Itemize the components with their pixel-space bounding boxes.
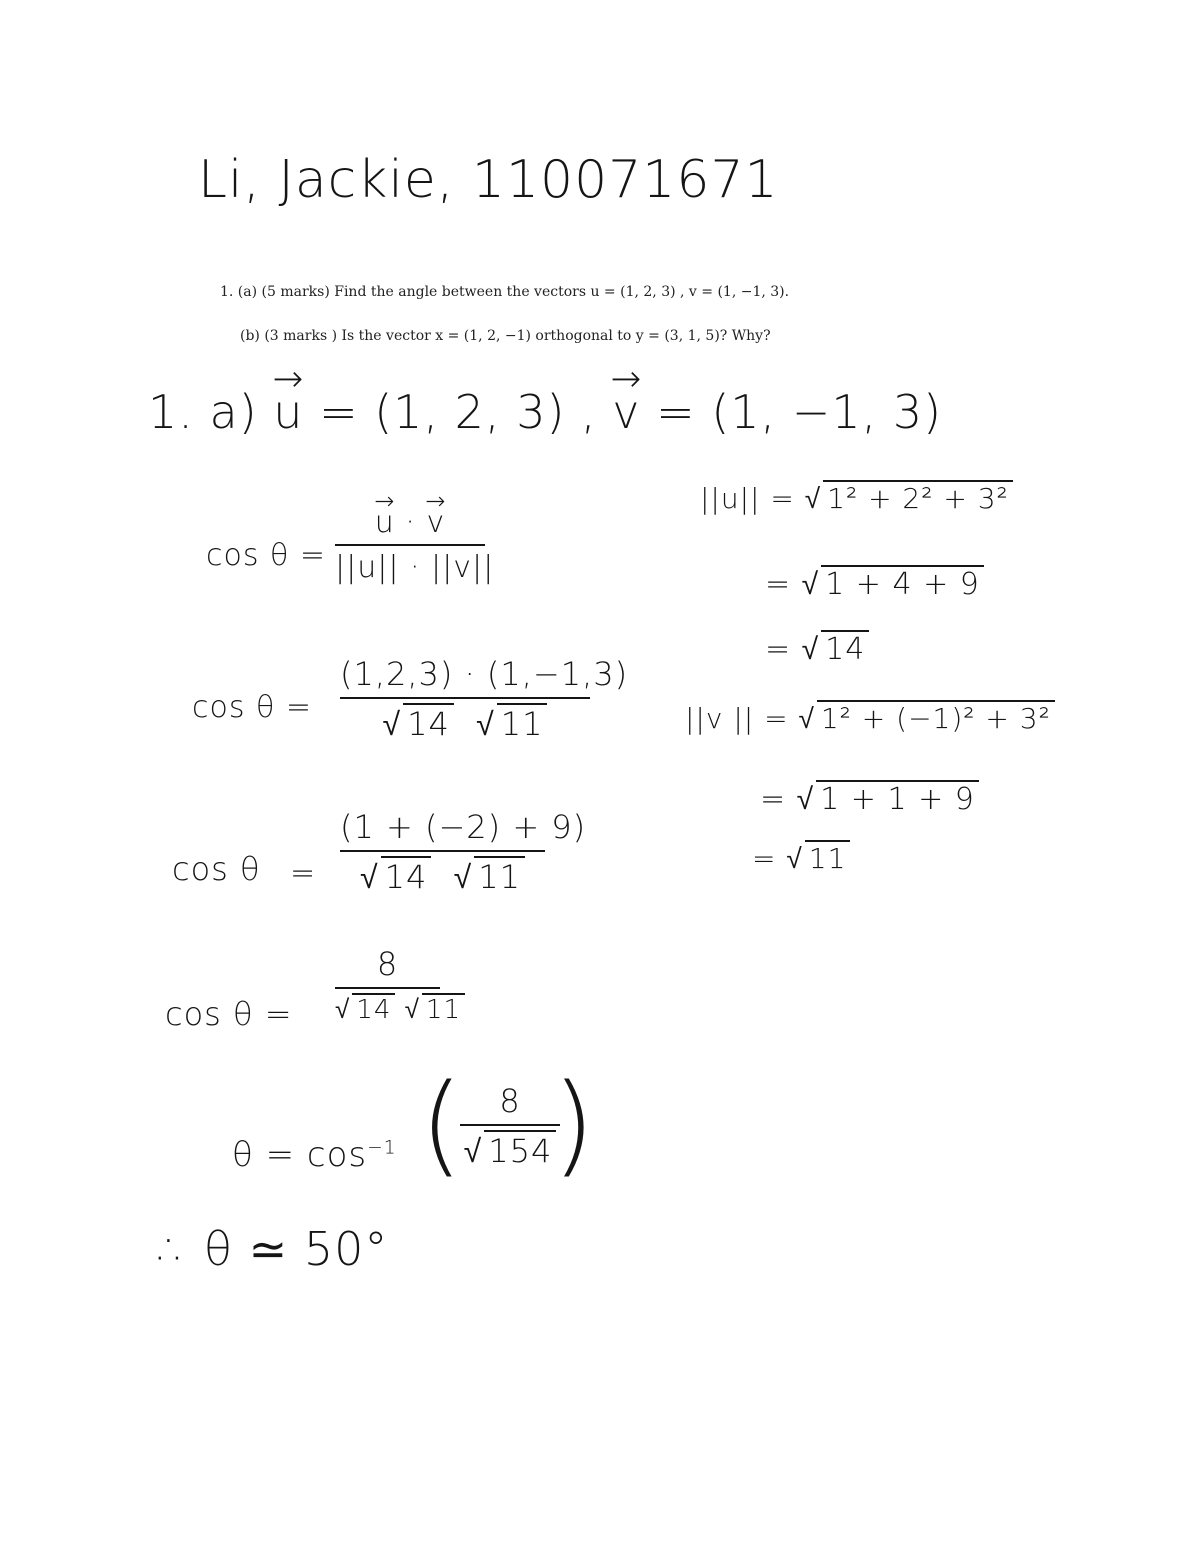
- step2-fraction-bar: [340, 697, 590, 699]
- norm-v-eq3: =: [752, 842, 777, 875]
- student-name-line: Li, Jackie, 110071671: [198, 150, 779, 210]
- step3-lhs: cos θ: [172, 850, 261, 888]
- step1-lhs: cos θ =: [206, 538, 327, 573]
- step1-u-symbol: → u: [375, 505, 395, 540]
- step5-fraction: [460, 1082, 560, 1170]
- step4-den-root-b: 11: [422, 993, 465, 1025]
- step3-numerator: (1 + (−2) + 9): [340, 808, 587, 846]
- norm-v-line3: = √ 11: [752, 840, 850, 875]
- norm-v-expr3: 11: [805, 840, 851, 875]
- step2-lhs: cos θ =: [192, 690, 313, 725]
- question-part-b: (b) (3 marks ) Is the vector x = (1, 2, −1) orthogonal to y = (3, 1, 5)? Why?: [240, 328, 771, 344]
- step3-fraction: [340, 808, 587, 896]
- norm-u-line1: ||u|| = √ 1² + 2² + 3²: [700, 480, 1013, 515]
- vector-v-value: = (1, −1, 3): [656, 385, 943, 439]
- answer-part-label: 1. a): [148, 385, 258, 439]
- norm-v-expr1: 1² + (−1)² + 3²: [817, 700, 1055, 735]
- norm-v-line1: ||v || = √ 1² + (−1)² + 3²: [685, 700, 1055, 735]
- step2-den-root-a: 14: [403, 703, 454, 743]
- norm-u-expr1: 1² + 2² + 3²: [823, 480, 1013, 515]
- step2-denominator: √ 14 √ 11: [340, 703, 590, 743]
- step2-den-root-b: 11: [497, 703, 548, 743]
- step3-equals: =: [290, 856, 317, 891]
- step4-fraction: [335, 945, 462, 1025]
- vector-u-value: = (1, 2, 3): [319, 385, 566, 439]
- step3-den-root-a: 14: [381, 856, 432, 896]
- step5-inverse-exponent: −1: [367, 1137, 397, 1159]
- step5-open-paren: (: [420, 1060, 464, 1188]
- step1-dot: ·: [405, 505, 416, 540]
- norm-u-eq2: =: [765, 567, 792, 602]
- step1-v-symbol: → v: [426, 505, 445, 540]
- norm-u-lhs: ||u|| =: [700, 482, 795, 515]
- step4-den-root-a: 14: [352, 993, 395, 1025]
- step2-fraction: [340, 655, 629, 743]
- step4-lhs: cos θ =: [165, 995, 293, 1033]
- norm-u-expr2: 1 + 4 + 9: [821, 565, 984, 602]
- norm-v-line2: = √ 1 + 1 + 9: [760, 780, 979, 817]
- norm-v-lhs: ||v || =: [685, 702, 789, 735]
- step5-close-paren: ): [552, 1060, 596, 1188]
- step4-denominator: √ 14 √ 11: [335, 993, 440, 1025]
- step2-numerator: (1,2,3) · (1,−1,3): [340, 655, 629, 693]
- step5-denominator: √ 154: [460, 1130, 560, 1170]
- step5-fraction-bar: [460, 1124, 560, 1126]
- step5-numerator: 8: [499, 1082, 521, 1120]
- vector-separator: ,: [581, 385, 597, 439]
- step3-fraction-bar: [340, 850, 545, 852]
- step3-den-root-b: 11: [474, 856, 525, 896]
- norm-u-line2: = √ 1 + 4 + 9: [765, 565, 984, 602]
- vector-u-symbol: → u: [273, 385, 303, 439]
- norm-u-line3: = √ 14: [765, 630, 869, 667]
- norm-u-expr3: 14: [821, 630, 869, 667]
- step3-denominator: √ 14 √ 11: [340, 856, 545, 896]
- step5-den-root: 154: [484, 1130, 556, 1170]
- step1-numerator: [335, 505, 485, 540]
- step1-fraction: [335, 505, 495, 585]
- step4-numerator: 8: [376, 945, 399, 983]
- step4-fraction-bar: [335, 987, 440, 989]
- norm-v-expr2: 1 + 1 + 9: [816, 780, 979, 817]
- norm-v-eq2: =: [760, 782, 787, 817]
- question-part-a: 1. (a) (5 marks) Find the angle between the vectors u = (1, 2, 3) , v = (1, −1, 3).: [220, 284, 790, 300]
- norm-u-eq3: =: [765, 632, 792, 667]
- step5-lhs: [232, 1135, 397, 1175]
- answer-vectors-line: [148, 385, 942, 439]
- step5-cos-text: θ = cos: [232, 1135, 368, 1175]
- step1-fraction-bar: [335, 544, 485, 546]
- final-result: ∴ θ ≃ 50°: [158, 1222, 389, 1276]
- vector-v-symbol: → v: [612, 385, 640, 439]
- step1-denominator: ||u|| · ||v||: [335, 550, 495, 585]
